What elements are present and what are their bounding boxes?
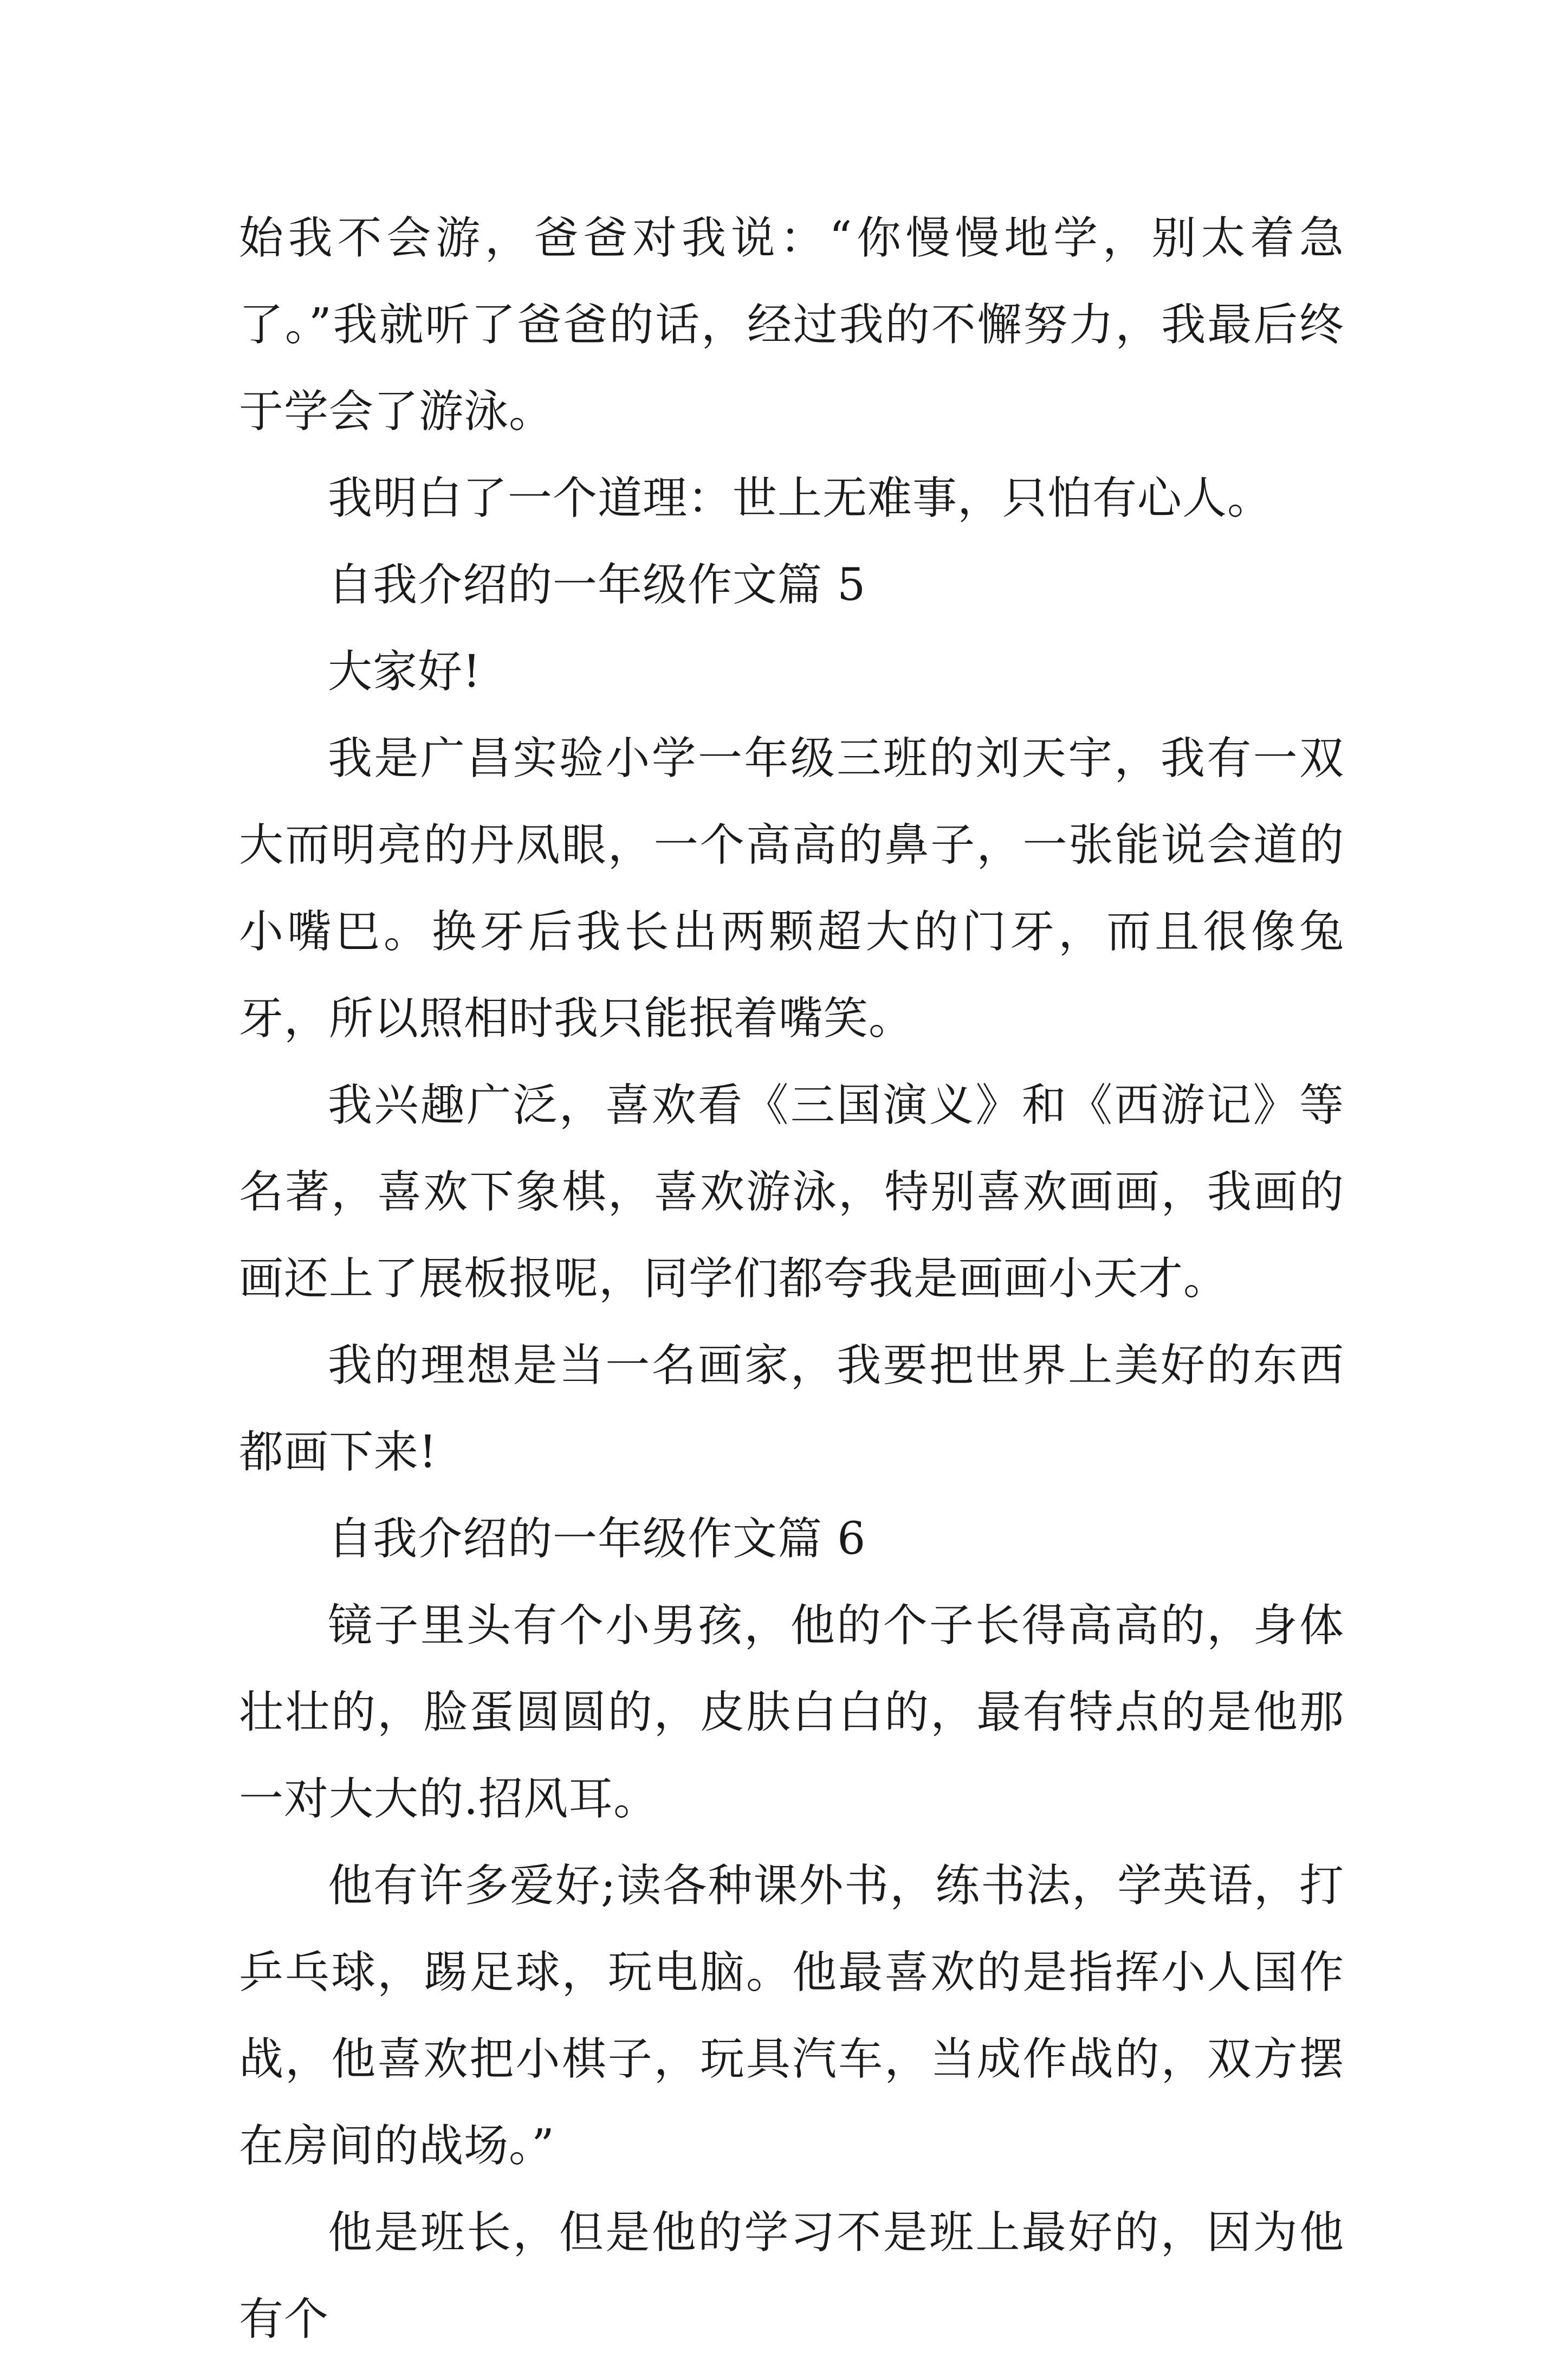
paragraph: 我兴趣广泛，喜欢看《三国演义》和《西游记》等名著，喜欢下象棋，喜欢游泳，特别喜欢画画，我画的画还上了展板报呢，同学们都夸我是画画小天才。 <box>239 1080 1344 1305</box>
paragraph: 始我不会游，爸爸对我说：“你慢慢地学，别太着急了。”我就听了爸爸的话，经过我的不懈努力，我最后终于学会了游泳。 <box>239 212 1344 437</box>
section-heading: 自我介绍的一年级作文篇 5 <box>328 559 866 611</box>
section-heading: 自我介绍的一年级作文篇 6 <box>328 1513 866 1565</box>
paragraph: 镜子里头有个小男孩，他的个子长得高高的，身体壮壮的，脸蛋圆圆的，皮肤白白的，最有特点的是他那一对大大的.招风耳。 <box>239 1600 1344 1825</box>
paragraph: 他是班长，但是他的学习不是班上最好的，因为他有个 <box>239 2207 1344 2345</box>
paragraph: 我的理想是当一名画家，我要把世界上美好的东西都画下来! <box>239 1340 1344 1478</box>
paragraph: 大家好! <box>328 646 481 698</box>
paragraph: 我明白了一个道理：世上无难事，只怕有心人。 <box>328 473 1273 524</box>
paragraph: 他有许多爱好;读各种课外书，练书法，学英语，打乒乓球，踢足球，玩电脑。他最喜欢的是指挥小人国作战，他喜欢把小棋子，玩具汽车，当成作战的，双方摆在房间的战场。” <box>239 1860 1344 2172</box>
paragraph: 我是广昌实验小学一年级三班的刘天宇，我有一双大而明亮的丹凤眼，一个高高的鼻子，一张能说会道的小嘴巴。换牙后我长出两颗超大的门牙，而且很像兔牙，所以照相时我只能抿着嘴笑。 <box>239 733 1344 1044</box>
document-body <box>239 195 1344 2363</box>
